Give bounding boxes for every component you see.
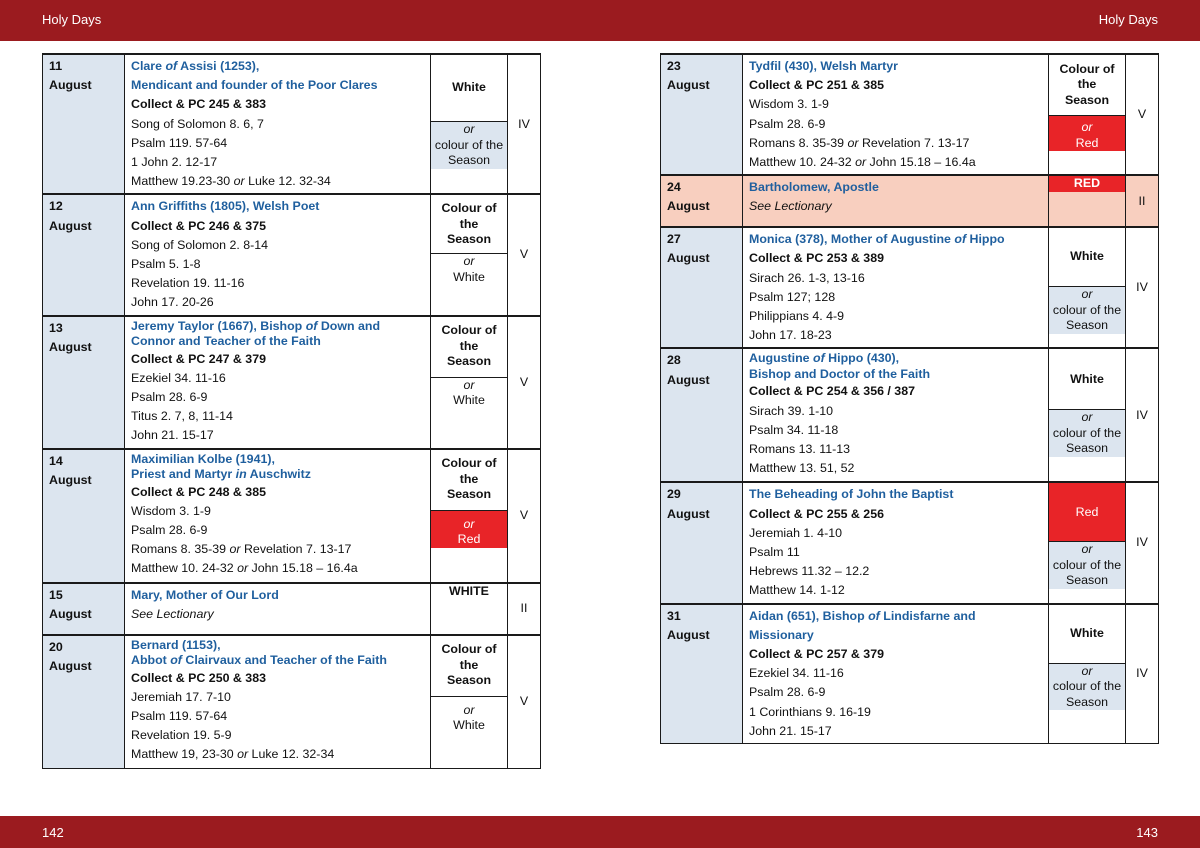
entry-title: Clare of Assisi (1253),	[131, 59, 260, 73]
date-cell: 27 August	[661, 227, 743, 348]
header-right-title: Holy Days	[1098, 12, 1158, 27]
entry-row	[43, 316, 541, 449]
left-calendar-table	[42, 53, 541, 769]
entry-row	[43, 449, 541, 583]
rank-cell: IV	[1126, 482, 1159, 603]
right-calendar-table	[660, 53, 1159, 744]
entry-row	[661, 175, 1159, 227]
entry-details: Bernard (1153), Abbot of Clairvaux and Teacher of the Faith Collect & PC 250 & 383 Jeremiah 17. 7-10 Psalm 119. 57-64 Revelation 19. 5-9 Matthew 19, 23-30 or Luke 12. 32-34	[125, 635, 431, 769]
entry-details: Augustine of Hippo (430), Bishop and Doctor of the Faith Collect & PC 254 & 356 / 387 Sirach 39. 1-10 Psalm 34. 11-18 Romans 13. 11-13 Matthew 13. 51, 52	[743, 348, 1049, 482]
liturgical-colour-cell: Colour of the Season or Red	[431, 449, 508, 583]
liturgical-colour-cell: RED	[1049, 175, 1126, 227]
rank-cell: II	[508, 583, 541, 635]
entry-details: Aidan (651), Bishop of Lindisfarne and Missionary Collect & PC 257 & 379 Ezekiel 34. 11-16 Psalm 28. 6-9 1 Corinthians 9. 16-19 John 21. 15-17	[743, 604, 1049, 744]
entry-row	[43, 583, 541, 635]
rank-cell: IV	[1126, 227, 1159, 348]
entry-details: Clare of Assisi (1253), Mendicant and founder of the Poor Clares Collect & PC 245 & 383 Song of Solomon 8. 6, 7 Psalm 119. 57-64 1 John 2. 12-17 Matthew 19.23-30 or Luke 12. 32-34	[125, 54, 431, 194]
left-page-number: 142	[42, 825, 64, 840]
liturgical-colour-cell: Colour of the Season or White	[431, 316, 508, 449]
rank-cell: V	[1126, 54, 1159, 175]
entry-details: Jeremy Taylor (1667), Bishop of Down and Connor and Teacher of the Faith Collect & PC 247 & 379 Ezekiel 34. 11-16 Psalm 28. 6-9 Titus 2. 7, 8, 11-14 John 21. 15-17	[125, 316, 431, 449]
liturgical-colour-cell: Colour of the Season or White	[431, 635, 508, 769]
date-cell: 28 August	[661, 348, 743, 482]
date-cell: 29 August	[661, 482, 743, 603]
liturgical-colour-cell: White or colour of the Season	[1049, 604, 1126, 744]
footer-bar	[0, 816, 1200, 848]
collect-line: Collect & PC 245 & 383	[131, 97, 266, 112]
liturgical-colour-cell: Colour of the Season or White	[431, 194, 508, 315]
liturgical-colour-cell: White or colour of the Season	[431, 54, 508, 194]
rank-cell: V	[508, 635, 541, 769]
date-cell: 12 August	[43, 194, 125, 315]
entry-row	[43, 54, 541, 194]
rank-cell: IV	[508, 54, 541, 194]
header-left-title: Holy Days	[42, 12, 102, 27]
rank-cell: V	[508, 194, 541, 315]
liturgical-colour-cell: Red or colour of the Season	[1049, 482, 1126, 603]
rank-cell: IV	[1126, 348, 1159, 482]
entry-row	[661, 348, 1159, 482]
entry-details: Bartholomew, Apostle See Lectionary	[743, 175, 1049, 227]
entry-row	[43, 635, 541, 769]
rank-cell: II	[1126, 175, 1159, 227]
liturgical-colour-cell: Colour of the Season or Red	[1049, 54, 1126, 175]
date-cell: 13 August	[43, 316, 125, 449]
rank-cell: V	[508, 449, 541, 583]
entry-details: Tydfil (430), Welsh Martyr Collect & PC 251 & 385 Wisdom 3. 1-9 Psalm 28. 6-9 Romans 8. 35-39 or Revelation 7. 13-17 Matthew 10. 24-32 or John 15.18 – 16.4a	[743, 54, 1049, 175]
right-page-number: 143	[1136, 825, 1158, 840]
date-cell: 11 August	[43, 54, 125, 194]
date-cell: 15 August	[43, 583, 125, 635]
entry-row	[43, 194, 541, 315]
liturgical-colour-cell: White or colour of the Season	[1049, 348, 1126, 482]
date-cell: 20 August	[43, 635, 125, 769]
date-cell: 24 August	[661, 175, 743, 227]
date-cell: 23 August	[661, 54, 743, 175]
entry-row	[661, 604, 1159, 744]
entry-details: Mary, Mother of Our Lord See Lectionary	[125, 583, 431, 635]
liturgical-colour-cell: WHITE	[431, 583, 508, 635]
entry-row	[661, 54, 1159, 175]
rank-cell: IV	[1126, 604, 1159, 744]
date-cell: 31 August	[661, 604, 743, 744]
date-cell: 14 August	[43, 449, 125, 583]
liturgical-colour-cell: White or colour of the Season	[1049, 227, 1126, 348]
entry-details: Ann Griffiths (1805), Welsh Poet Collect & PC 246 & 375 Song of Solomon 2. 8-14 Psalm 5. 1-8 Revelation 19. 11-16 John 17. 20-26	[125, 194, 431, 315]
header-bar	[0, 0, 1200, 41]
rank-cell: V	[508, 316, 541, 449]
entry-details: The Beheading of John the Baptist Collect & PC 255 & 256 Jeremiah 1. 4-10 Psalm 11 Hebrews 11.32 – 12.2 Matthew 14. 1-12	[743, 482, 1049, 603]
entry-row	[661, 482, 1159, 603]
entry-details: Monica (378), Mother of Augustine of Hippo Collect & PC 253 & 389 Sirach 26. 1-3, 13-16 Psalm 127; 128 Philippians 4. 4-9 John 17. 18-23	[743, 227, 1049, 348]
entry-details: Maximilian Kolbe (1941), Priest and Martyr in Auschwitz Collect & PC 248 & 385 Wisdom 3. 1-9 Psalm 28. 6-9 Romans 8. 35-39 or Revelation 7. 13-17 Matthew 10. 24-32 or John 15.18 – 16.4a	[125, 449, 431, 583]
entry-row	[661, 227, 1159, 348]
